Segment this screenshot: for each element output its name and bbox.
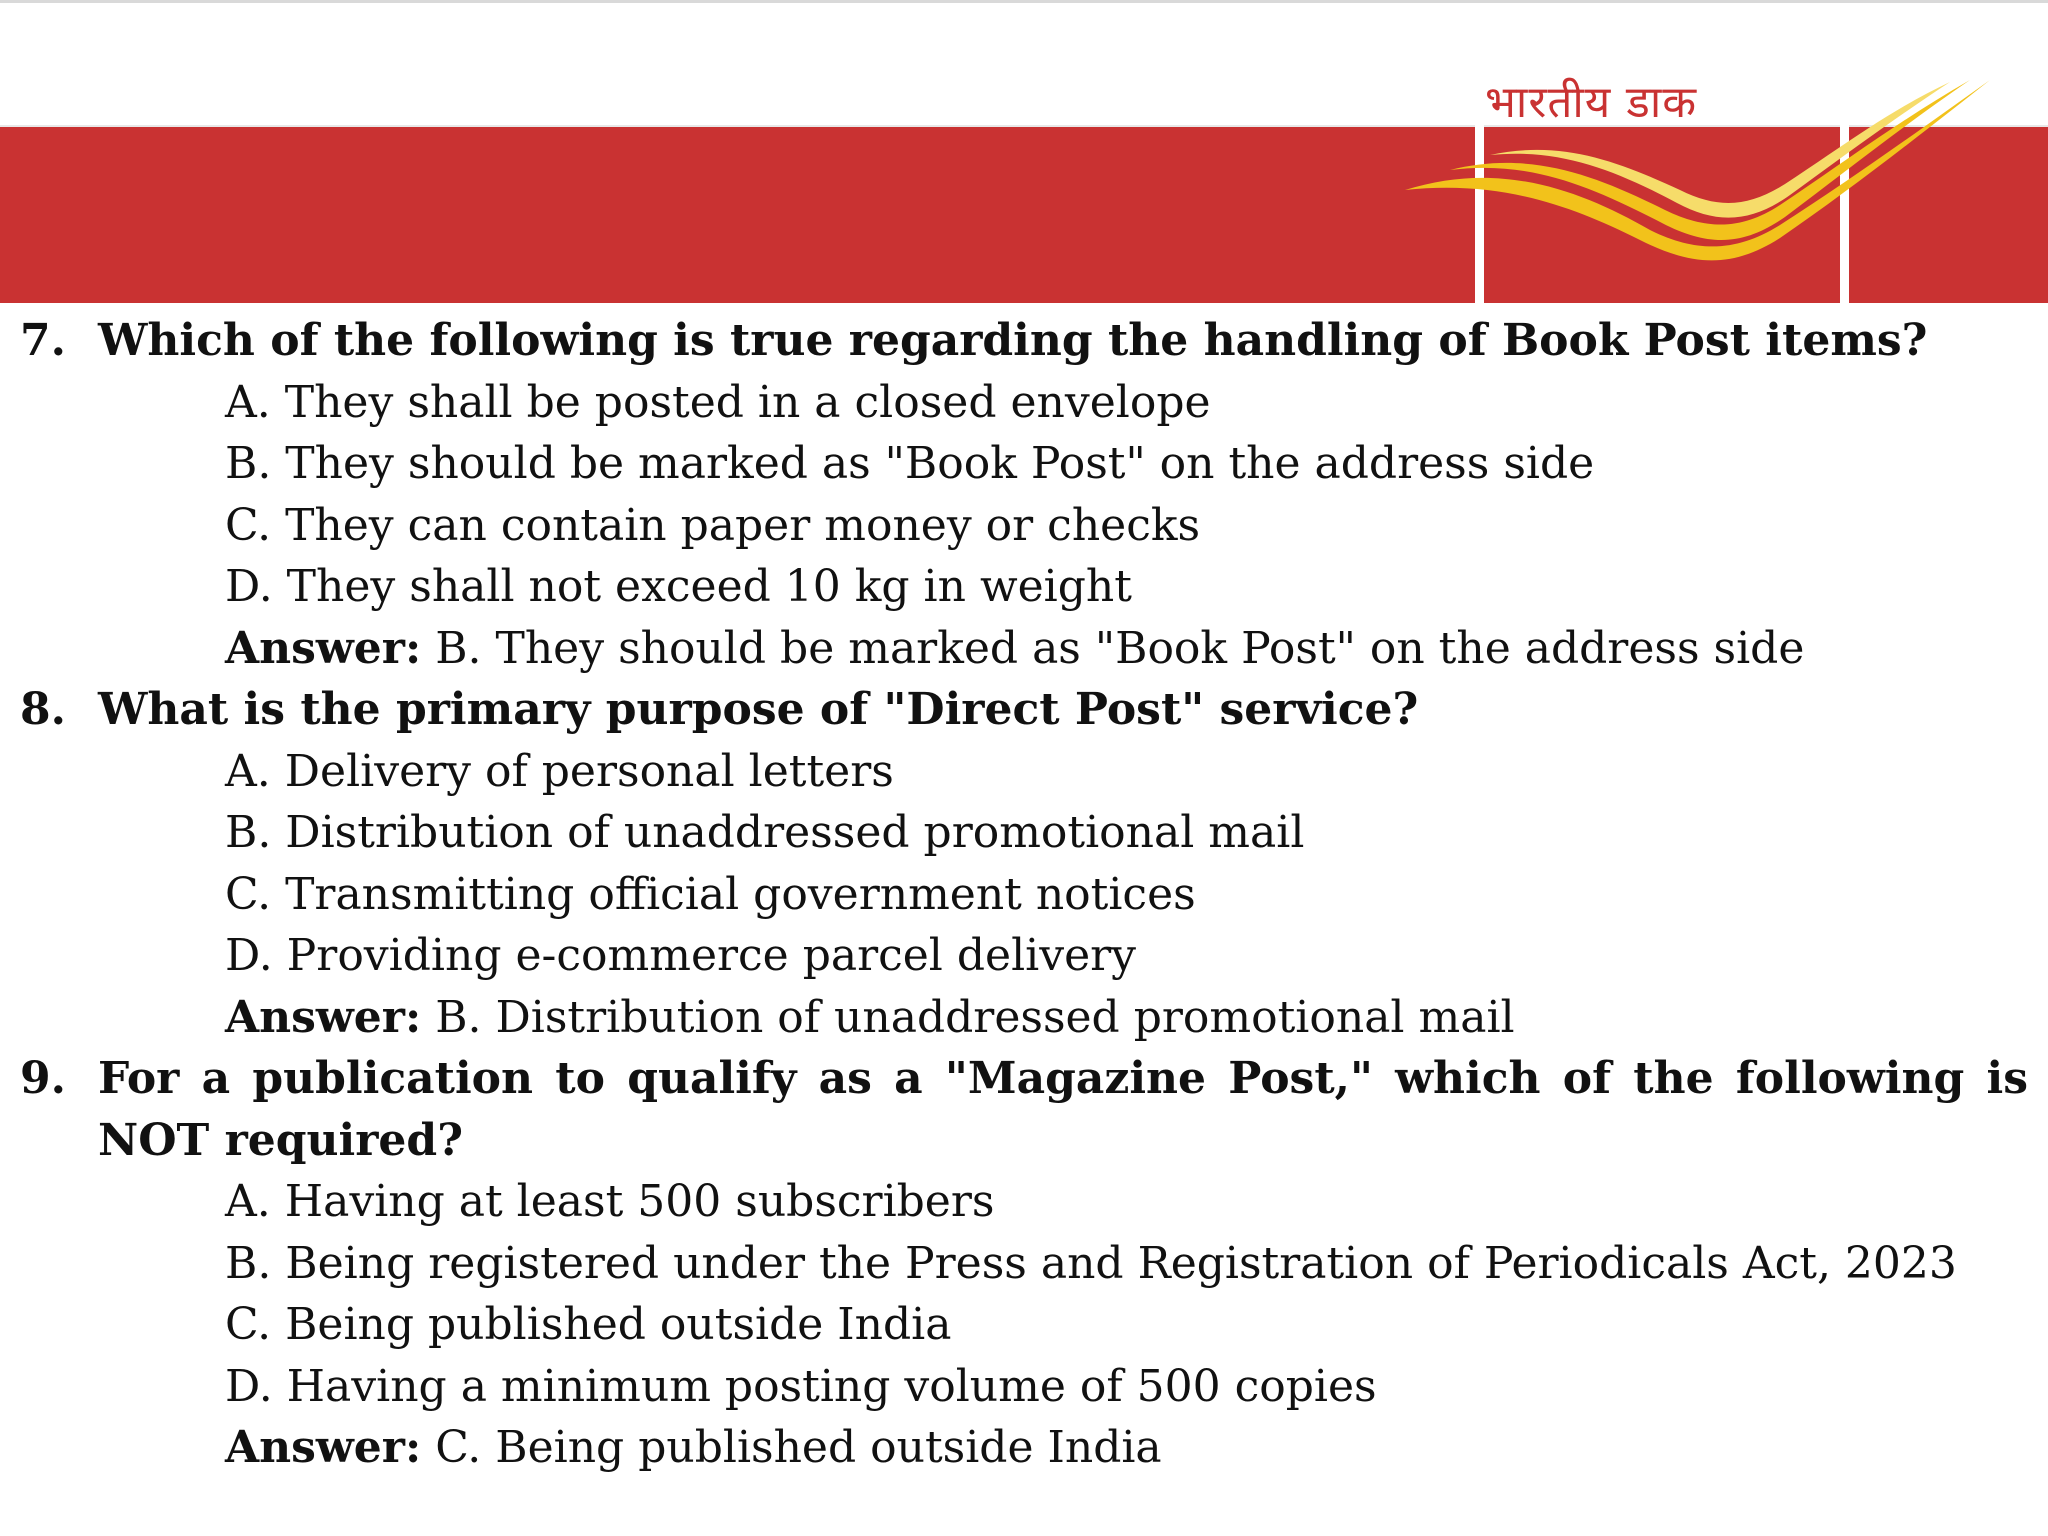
india-post-logo-text: भारतीय डाक [1485,77,1698,128]
question-text: Which of the following is true regarding the handling of Book Post items? [98,315,1928,366]
question-number: 8. [20,684,66,735]
answer-label: Answer: [225,991,422,1043]
option-d: D. Providing e-commerce parcel delivery [225,930,1137,981]
question-number: 9. [20,1053,66,1104]
answer-line [0,618,2048,680]
option-c: C. Transmitting official government notices [225,868,1196,920]
question-text: What is the primary purpose of "Direct Post" service? [98,684,1419,735]
question-number: 7. [20,315,66,366]
option-b: B. They should be marked as "Book Post" on the address side [225,438,1595,489]
option-d: D. They shall not exceed 10 kg in weight [225,561,1132,612]
option-c: C. Being published outside India [225,1299,952,1350]
logo-swoosh-2 [1450,80,1970,240]
option-a: A. Having at least 500 subscribers [225,1176,995,1227]
question-list [0,310,2048,1479]
option-c: C. They can contain paper money or checks [225,499,1201,551]
answer-line [0,987,2048,1049]
india-post-logo-icon [1380,60,2000,310]
question-text: For a publication to qualify as a "Magazine Post," which of the following is NOT required? [98,1053,2028,1166]
answer-label: Answer: [225,622,422,674]
answer-line [0,1417,2048,1479]
option-a: A. They shall be posted in a closed envelope [225,376,1211,428]
question-7 [0,310,2048,372]
logo-post-left [1475,125,1484,305]
option-a: A. Delivery of personal letters [225,745,894,797]
option-b: B. Being registered under the Press and Registration of Periodicals Act, 2023 [225,1237,1957,1289]
answer-text: C. Being published outside India [421,1422,1162,1473]
question-8 [0,679,2048,741]
option-d: D. Having a minimum posting volume of 500 copies [225,1360,1377,1412]
option-b: B. Distribution of unaddressed promotional mail [225,807,1305,858]
answer-text: B. They should be marked as "Book Post" on the address side [421,622,1805,674]
top-border [0,0,2048,3]
answer-label: Answer: [225,1422,422,1473]
answer-text: B. Distribution of unaddressed promotional mail [421,991,1515,1043]
question-9 [0,1048,2048,1171]
